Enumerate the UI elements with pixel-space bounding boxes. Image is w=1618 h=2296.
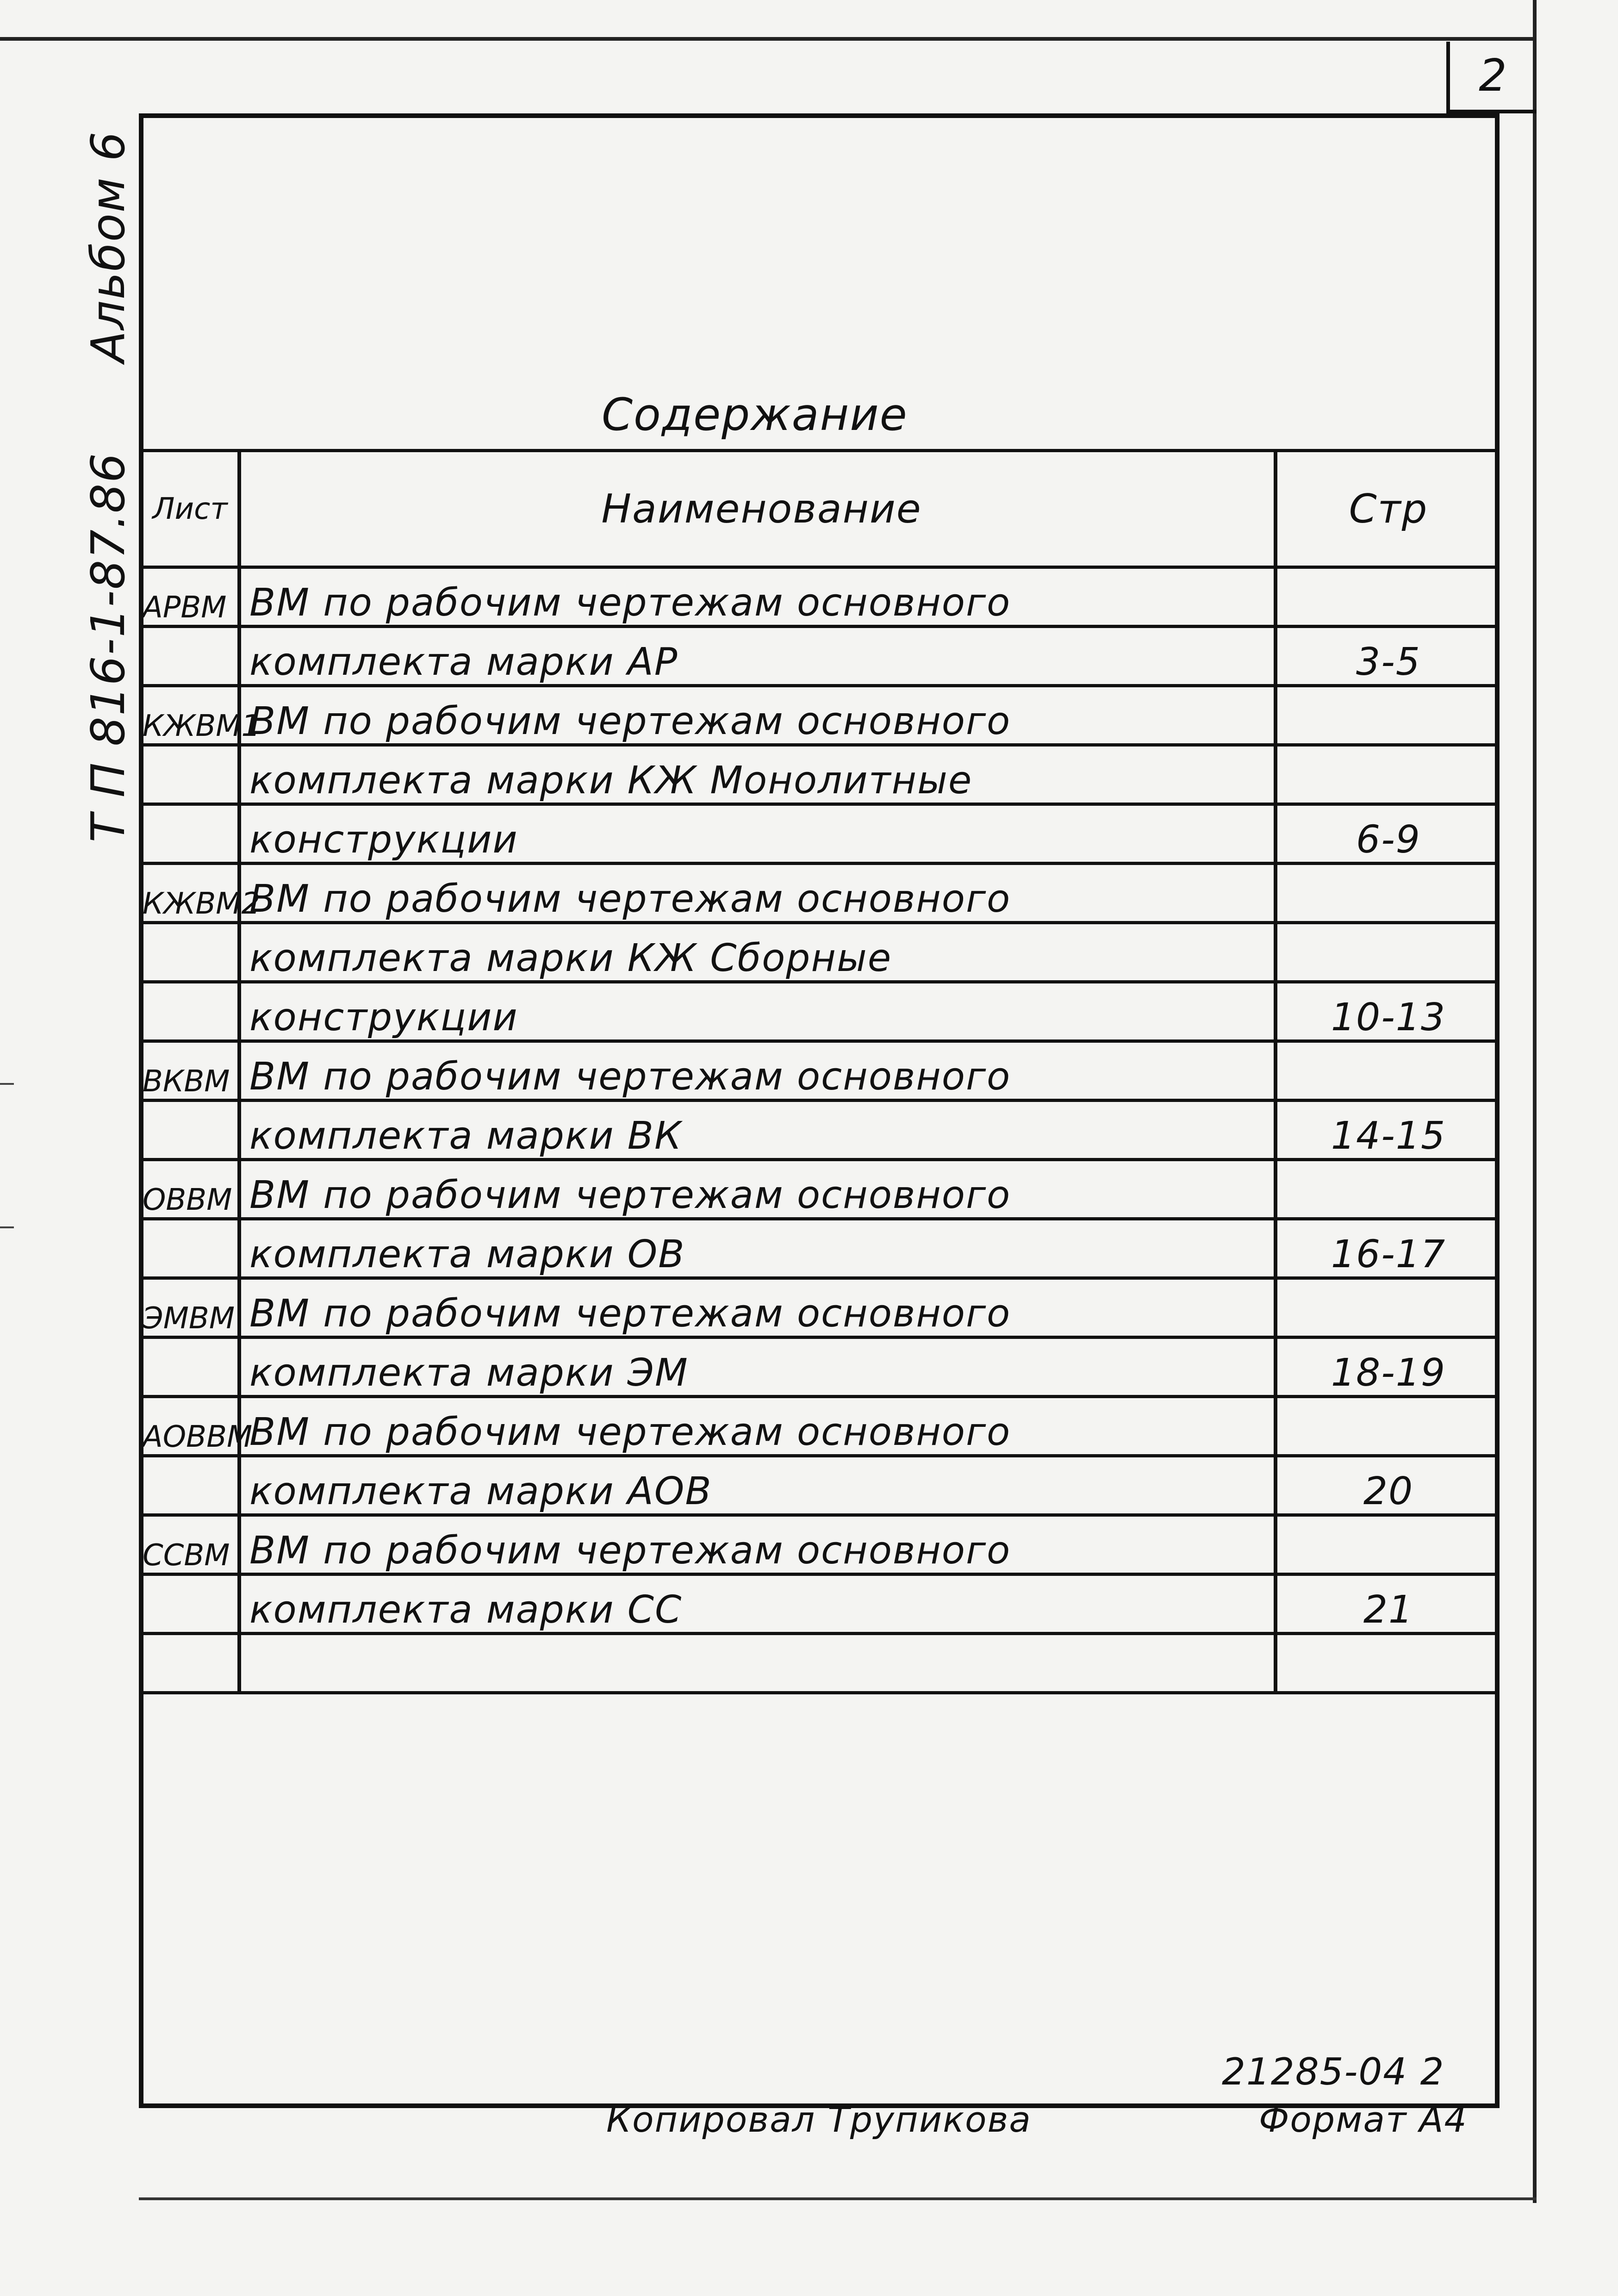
sheet-code: ССВМ (139, 1515, 239, 1574)
table-row (139, 1101, 1500, 1160)
page-range: 16-17 (1276, 1219, 1500, 1278)
table-row (139, 627, 1500, 686)
bottom-border-line (139, 2197, 1537, 2200)
page-range: 18-19 (1276, 1338, 1500, 1397)
contents-table (139, 449, 1500, 1694)
page-range: 6-9 (1276, 804, 1500, 864)
page-range (1276, 1160, 1500, 1219)
item-name: ВМ по рабочим чертежам основного (239, 1397, 1276, 1456)
table-row (139, 982, 1500, 1041)
item-name: ВМ по рабочим чертежам основного (239, 1515, 1276, 1574)
table-row (139, 1160, 1500, 1219)
header-page: Стр (1276, 451, 1500, 567)
top-border-line (0, 37, 1537, 41)
sheet-code (139, 1101, 239, 1160)
table-row (139, 1397, 1500, 1456)
series-code: Т П 816-1-87.86 (81, 452, 135, 842)
sheet-code: КЖВМ1 (139, 686, 239, 745)
item-name: конструкции (239, 804, 1276, 864)
item-name: комплекта марки ЭМ (239, 1338, 1276, 1397)
item-name (239, 1634, 1276, 1693)
page-range (1276, 1515, 1500, 1574)
page-range (1276, 864, 1500, 923)
item-name: ВМ по рабочим чертежам основного (239, 1041, 1276, 1101)
table-row (139, 1219, 1500, 1278)
scan-mark (0, 1083, 14, 1085)
item-name: комплекта марки СС (239, 1574, 1276, 1634)
scan-mark (0, 1226, 14, 1228)
sheet-code (139, 627, 239, 686)
item-name: конструкции (239, 982, 1276, 1041)
sheet-code: КЖВМ2 (139, 864, 239, 923)
table-row (139, 1574, 1500, 1634)
item-name: ВМ по рабочим чертежам основного (239, 686, 1276, 745)
table-row (139, 804, 1500, 864)
item-name: комплекта марки КЖ Сборные (239, 923, 1276, 982)
page-range (1276, 686, 1500, 745)
table-row (139, 1515, 1500, 1574)
sheet-code: АРВМ (139, 567, 239, 627)
copied-by: Копировал Трупикова (606, 2099, 1032, 2140)
format-label: Формат А4 (1259, 2099, 1468, 2140)
page-range: 10-13 (1276, 982, 1500, 1041)
sheet-code (139, 923, 239, 982)
item-name: ВМ по рабочим чертежам основного (239, 1160, 1276, 1219)
table-row (139, 864, 1500, 923)
page-range (1276, 1634, 1500, 1693)
table-row (139, 1456, 1500, 1515)
page-range (1276, 745, 1500, 804)
sheet-code (139, 1338, 239, 1397)
item-name: комплекта марки ОВ (239, 1219, 1276, 1278)
page-range (1276, 923, 1500, 982)
item-name: ВМ по рабочим чертежам основного (239, 1278, 1276, 1338)
sheet-code (139, 982, 239, 1041)
item-name: ВМ по рабочим чертежам основного (239, 567, 1276, 627)
item-name: комплекта марки АР (239, 627, 1276, 686)
table-row (139, 567, 1500, 627)
table-row (139, 1278, 1500, 1338)
album-label: Альбом 6 (81, 131, 135, 363)
sheet-code (139, 804, 239, 864)
sheet-code (139, 1634, 239, 1693)
item-name: комплекта марки ВК (239, 1101, 1276, 1160)
document-number: 21285-04 2 (1222, 2050, 1445, 2093)
side-label (81, 56, 135, 842)
item-name: комплекта марки АОВ (239, 1456, 1276, 1515)
page-title: Содержание (602, 389, 908, 441)
table-row (139, 745, 1500, 804)
right-border-line (1533, 0, 1537, 2203)
item-name: ВМ по рабочим чертежам основного (239, 864, 1276, 923)
table-row (139, 923, 1500, 982)
page-range: 3-5 (1276, 627, 1500, 686)
page-number: 2 (1446, 42, 1537, 113)
table-row (139, 686, 1500, 745)
table-row (139, 1041, 1500, 1101)
header-name: Наименование (239, 451, 1276, 567)
page-range (1276, 1041, 1500, 1101)
sheet-code (139, 1574, 239, 1634)
table-header-row (139, 451, 1500, 567)
sheet-code: ОВВМ (139, 1160, 239, 1219)
page-range (1276, 567, 1500, 627)
page-range: 14-15 (1276, 1101, 1500, 1160)
sheet-code: ВКВМ (139, 1041, 239, 1101)
item-name: комплекта марки КЖ Монолитные (239, 745, 1276, 804)
sheet-code: АОВВМ (139, 1397, 239, 1456)
table-row (139, 1338, 1500, 1397)
sheet-code: ЭМВМ (139, 1278, 239, 1338)
page-range (1276, 1397, 1500, 1456)
sheet-code (139, 1456, 239, 1515)
page-range: 21 (1276, 1574, 1500, 1634)
sheet-code (139, 745, 239, 804)
table-row (139, 1634, 1500, 1693)
sheet-code (139, 1219, 239, 1278)
page-range: 20 (1276, 1456, 1500, 1515)
page-range (1276, 1278, 1500, 1338)
header-sheet: Лист (139, 451, 239, 567)
